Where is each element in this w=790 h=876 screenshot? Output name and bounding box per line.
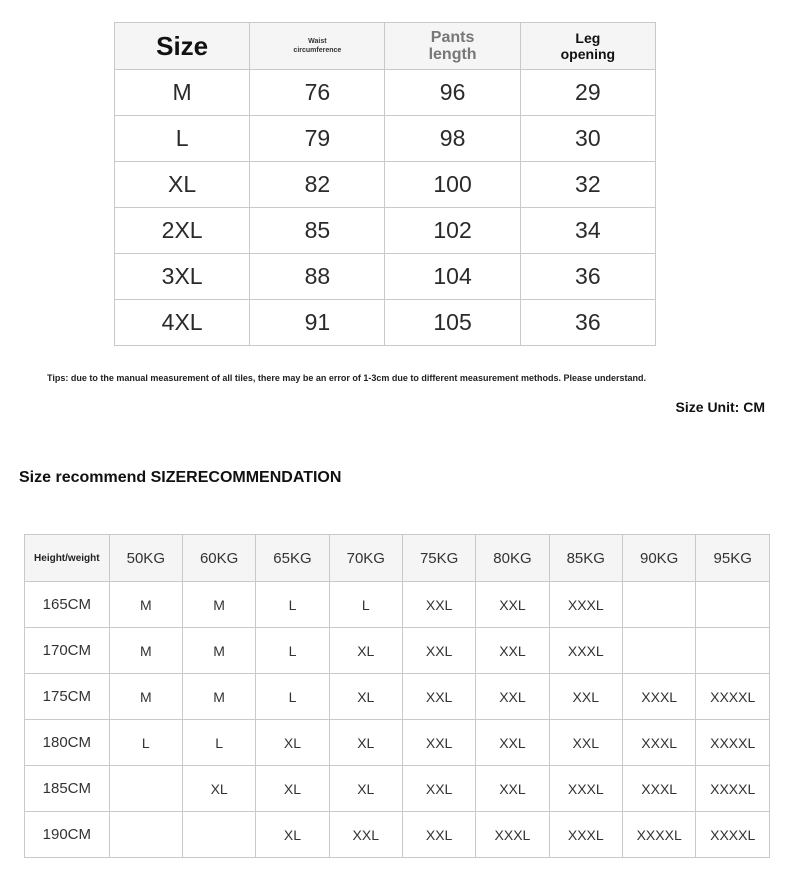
recommended-size-cell: XXL (549, 720, 622, 766)
recommended-size-cell: XXL (402, 628, 475, 674)
recommended-size-cell: XL (329, 674, 402, 720)
pants-header-line1: Pants (430, 29, 475, 46)
size-cell: 2XL (115, 208, 250, 254)
waist-header-line1: Waist (308, 38, 327, 45)
pants-length-cell: 105 (385, 300, 520, 346)
recommended-size-cell: XXXL (476, 812, 549, 858)
weight-header: 60KG (182, 535, 255, 582)
recommended-size-cell: L (182, 720, 255, 766)
waist-cell: 85 (250, 208, 385, 254)
recommended-size-cell: XXL (476, 766, 549, 812)
waist-cell: 88 (250, 254, 385, 300)
leg-header-line2: opening (560, 46, 616, 62)
leg-opening-cell: 29 (520, 70, 655, 116)
size-header: Size (115, 23, 250, 70)
recommended-size-cell: XL (256, 720, 329, 766)
recommended-size-cell: XXXL (622, 766, 695, 812)
table-row (25, 628, 770, 674)
pants-length-cell: 102 (385, 208, 520, 254)
table-row (115, 300, 656, 346)
recommended-size-cell: M (109, 674, 182, 720)
height-cell: 175CM (25, 674, 110, 720)
recommended-size-cell: XXXXL (696, 674, 770, 720)
size-unit: Size Unit: CM (675, 399, 765, 415)
recommended-size-cell: XXXXL (696, 720, 770, 766)
recommended-size-cell: XXL (402, 582, 475, 628)
recommended-size-cell: L (329, 582, 402, 628)
weight-header: 95KG (696, 535, 770, 582)
recommended-size-cell (182, 812, 255, 858)
recommended-size-cell (696, 582, 770, 628)
waist-cell: 82 (250, 162, 385, 208)
pants-length-header (385, 23, 520, 70)
weight-header: 90KG (622, 535, 695, 582)
recommended-size-cell: XXL (476, 720, 549, 766)
weight-header: 75KG (402, 535, 475, 582)
recommended-size-cell: XXXL (622, 674, 695, 720)
table-row (115, 116, 656, 162)
measurement-tips: Tips: due to the manual measurement of all tiles, there may be an error of 1-3cm due to different measurement methods. Please understand. (47, 373, 646, 383)
size-cell: M (115, 70, 250, 116)
recommended-size-cell: XXL (402, 766, 475, 812)
height-cell: 170CM (25, 628, 110, 674)
table-row (25, 582, 770, 628)
recommended-size-cell: XL (256, 812, 329, 858)
recommended-size-cell: XXXL (549, 766, 622, 812)
waist-cell: 79 (250, 116, 385, 162)
recommended-size-cell: XXXL (549, 628, 622, 674)
pants-header-line2: length (428, 46, 477, 63)
table-row (25, 812, 770, 858)
weight-header: 50KG (109, 535, 182, 582)
recommended-size-cell: M (109, 628, 182, 674)
waist-header-line2: circumference (293, 47, 342, 54)
recommended-size-cell: XXL (549, 674, 622, 720)
recommend-header-row (25, 535, 770, 582)
recommended-size-cell: XL (256, 766, 329, 812)
leg-opening-cell: 34 (520, 208, 655, 254)
recommended-size-cell: XXL (402, 812, 475, 858)
leg-opening-cell: 30 (520, 116, 655, 162)
table-row (25, 766, 770, 812)
height-cell: 190CM (25, 812, 110, 858)
recommended-size-cell: L (256, 582, 329, 628)
waist-cell: 91 (250, 300, 385, 346)
pants-length-cell: 96 (385, 70, 520, 116)
recommended-size-cell (109, 766, 182, 812)
recommended-size-cell: XXXL (622, 720, 695, 766)
height-cell: 180CM (25, 720, 110, 766)
waist-cell: 76 (250, 70, 385, 116)
table-row (115, 254, 656, 300)
recommend-title: Size recommend SIZERECOMMENDATION (19, 469, 342, 486)
recommended-size-cell (696, 628, 770, 674)
recommended-size-cell: XXL (329, 812, 402, 858)
waist-header (250, 23, 385, 70)
recommended-size-cell: XL (182, 766, 255, 812)
recommended-size-cell: XL (329, 766, 402, 812)
table-row (115, 208, 656, 254)
recommended-size-cell (622, 582, 695, 628)
height-weight-header: Height/weight (25, 535, 110, 582)
recommended-size-cell: XL (329, 720, 402, 766)
size-cell: XL (115, 162, 250, 208)
leg-opening-cell: 36 (520, 300, 655, 346)
size-cell: L (115, 116, 250, 162)
recommended-size-cell: XXL (402, 674, 475, 720)
height-cell: 185CM (25, 766, 110, 812)
pants-length-cell: 100 (385, 162, 520, 208)
recommended-size-cell: XXXXL (696, 812, 770, 858)
recommended-size-cell: XXXL (549, 812, 622, 858)
recommended-size-cell: XXXXL (696, 766, 770, 812)
recommended-size-cell: M (182, 674, 255, 720)
pants-length-cell: 104 (385, 254, 520, 300)
table-row (115, 162, 656, 208)
recommended-size-cell: M (182, 628, 255, 674)
recommended-size-cell: XXL (476, 582, 549, 628)
size-cell: 4XL (115, 300, 250, 346)
table-row (25, 674, 770, 720)
recommended-size-cell (622, 628, 695, 674)
recommended-size-cell: M (182, 582, 255, 628)
size-recommendation-table (24, 534, 770, 858)
recommended-size-cell: L (256, 628, 329, 674)
recommended-size-cell (109, 812, 182, 858)
weight-header: 85KG (549, 535, 622, 582)
recommended-size-cell: XXXXL (622, 812, 695, 858)
leg-header-line1: Leg (575, 30, 601, 46)
size-cell: 3XL (115, 254, 250, 300)
recommended-size-cell: XXL (476, 674, 549, 720)
recommended-size-cell: XL (329, 628, 402, 674)
recommended-size-cell: XXL (476, 628, 549, 674)
size-chart-body (115, 70, 656, 346)
table-row (25, 720, 770, 766)
leg-opening-cell: 36 (520, 254, 655, 300)
recommended-size-cell: L (256, 674, 329, 720)
recommended-size-cell: XXXL (549, 582, 622, 628)
table-row (115, 70, 656, 116)
recommended-size-cell: XXL (402, 720, 475, 766)
recommended-size-cell: L (109, 720, 182, 766)
weight-header: 80KG (476, 535, 549, 582)
recommended-size-cell: M (109, 582, 182, 628)
weight-header: 70KG (329, 535, 402, 582)
recommend-body (25, 582, 770, 858)
size-chart-table (114, 22, 656, 346)
weight-header: 65KG (256, 535, 329, 582)
size-chart-header-row (115, 23, 656, 70)
height-cell: 165CM (25, 582, 110, 628)
leg-opening-header (520, 23, 655, 70)
pants-length-cell: 98 (385, 116, 520, 162)
leg-opening-cell: 32 (520, 162, 655, 208)
